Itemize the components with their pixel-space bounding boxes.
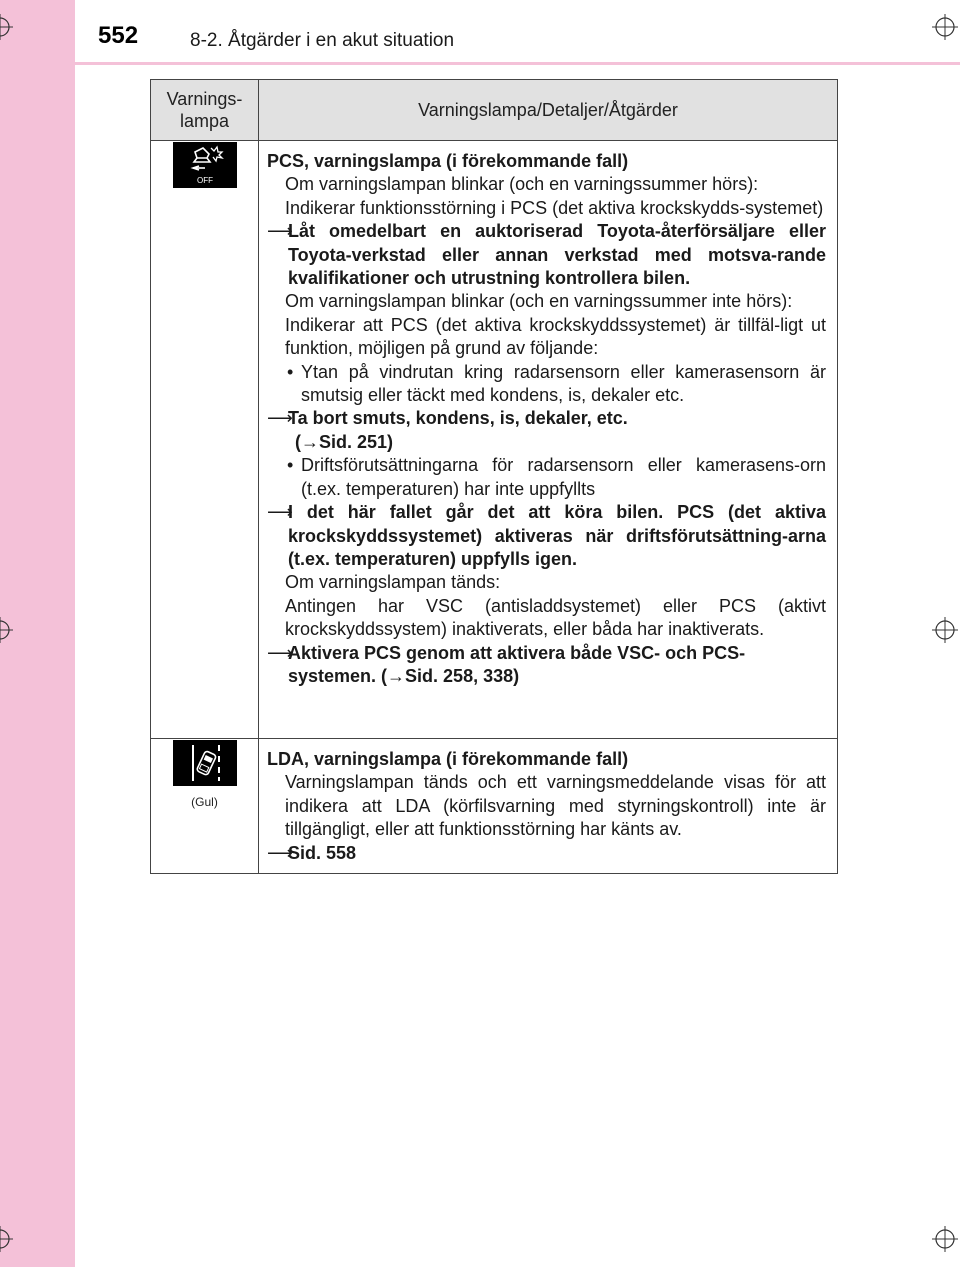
- page-number: 552: [98, 22, 139, 49]
- ref-page[interactable]: Sid. 251): [319, 431, 394, 452]
- pcs-bullet-text: Ytan på vindrutan kring radarsensorn eller kamerasensorn är smutsig eller täckt med kondens, is, dekaler etc.: [301, 361, 826, 406]
- table-row: [151, 141, 838, 739]
- pcs-details-cell: [259, 141, 838, 739]
- column-header-details: Varningslampa/Detaljer/Åtgärder: [259, 80, 838, 141]
- pcs-action-text: Ta bort smuts, kondens, is, dekaler, etc.: [288, 408, 628, 429]
- column-header-lamp: [151, 80, 259, 141]
- pcs-bullet-text: Driftsförutsättningarna för radarsensorn eller kamerasens-orn (t.ex. temperaturen) har inte uppfyllts: [301, 455, 826, 499]
- bullet-icon: •: [287, 455, 294, 476]
- lda-action: [267, 842, 826, 865]
- pcs-paragraph: Antingen har VSC (antisladdsystemet) eller PCS (aktivt krockskyddssystem) inaktiverats, eller båda har inaktiverats.: [285, 595, 826, 640]
- icon-off-label: OFF: [196, 176, 213, 185]
- pcs-action: [267, 501, 826, 571]
- lamp-cell: [151, 141, 259, 739]
- registration-mark-icon: [0, 1226, 13, 1252]
- lda-title: LDA, varningslampa (i förekommande fall): [267, 749, 629, 769]
- arrow-icon: ⟶: [267, 408, 293, 429]
- header-rule: [0, 62, 960, 65]
- pcs-reference: [267, 431, 826, 454]
- pcs-paragraph: Om varningslampan blinkar (och en varningssummer hörs):: [285, 174, 759, 195]
- lane-departure-warning-icon: [173, 740, 237, 786]
- pcs-bullet: [267, 361, 826, 408]
- registration-mark-icon: [932, 617, 958, 643]
- arrow-icon: →: [301, 431, 319, 452]
- arrow-icon: →: [387, 665, 406, 686]
- pcs-action: [267, 407, 826, 430]
- arrow-icon: ⟶: [267, 221, 293, 242]
- ref-page[interactable]: Sid. 258, 338): [405, 665, 520, 686]
- pcs-action: [267, 642, 826, 689]
- pcs-action-text: Låt omedelbart en auktoriserad Toyota-återförsäljare eller Toyota-verkstad eller annan verkstad med motsva-rande kvalifikationer och utrustning kontrollera bilen.: [288, 221, 826, 289]
- pcs-off-warning-icon: [173, 142, 237, 188]
- pcs-action-text: Aktivera PCS genom att aktivera både VSC- och PCS-: [288, 642, 746, 663]
- pcs-paragraph: Indikerar funktionsstörning i PCS (det aktiva krockskydds-systemet): [285, 197, 824, 218]
- lda-details-cell: [259, 739, 838, 874]
- lamp-color-caption: (Gul): [191, 795, 218, 809]
- table-header-row: [151, 80, 838, 141]
- registration-mark-icon: [932, 1226, 958, 1252]
- pcs-paragraph: Om varningslampan blinkar (och en varningssummer inte hörs):: [285, 291, 793, 312]
- pcs-paragraph: Indikerar att PCS (det aktiva krockskyddssystemet) är tillfäl-ligt ut funktion, möjligen på grund av följande:: [285, 314, 826, 359]
- arrow-icon: ⟶: [267, 502, 293, 523]
- registration-mark-icon: [0, 14, 13, 40]
- table-row: [151, 739, 838, 874]
- arrow-icon: ⟶: [267, 842, 293, 863]
- column-header-lamp-line1: Varnings-: [166, 89, 243, 109]
- pcs-bullet: [267, 454, 826, 501]
- pcs-title: PCS, varningslampa (i förekommande fall): [267, 151, 629, 171]
- section-title: 8-2. Åtgärder i en akut situation: [190, 30, 455, 51]
- bullet-icon: •: [287, 361, 294, 382]
- registration-mark-icon: [0, 617, 13, 643]
- pcs-action-text: I det här fallet går det att köra bilen. PCS (det aktiva krockskyddssystemet) aktiveras när driftsförutsättning-arna (t.ex. temperaturen) uppfylls igen.: [288, 502, 826, 569]
- warning-lamp-table: [150, 79, 838, 874]
- column-header-lamp-line2: lampa: [179, 111, 230, 131]
- lamp-cell: [151, 739, 259, 874]
- pcs-action-text: systemen. (: [288, 665, 388, 686]
- ref-open: (: [295, 431, 301, 452]
- pcs-paragraph: Om varningslampan tänds:: [285, 572, 501, 593]
- ref-page[interactable]: Sid. 558: [288, 842, 357, 863]
- arrow-icon: ⟶: [267, 642, 293, 663]
- pcs-action: [267, 220, 826, 290]
- lda-paragraph: Varningslampan tänds och ett varningsmeddelande visas för att indikera att LDA (körfilsvarning med styrningskontroll) inte är tillgängligt, eller att funktionsstörning har känts av.: [285, 772, 826, 840]
- registration-mark-icon: [932, 14, 958, 40]
